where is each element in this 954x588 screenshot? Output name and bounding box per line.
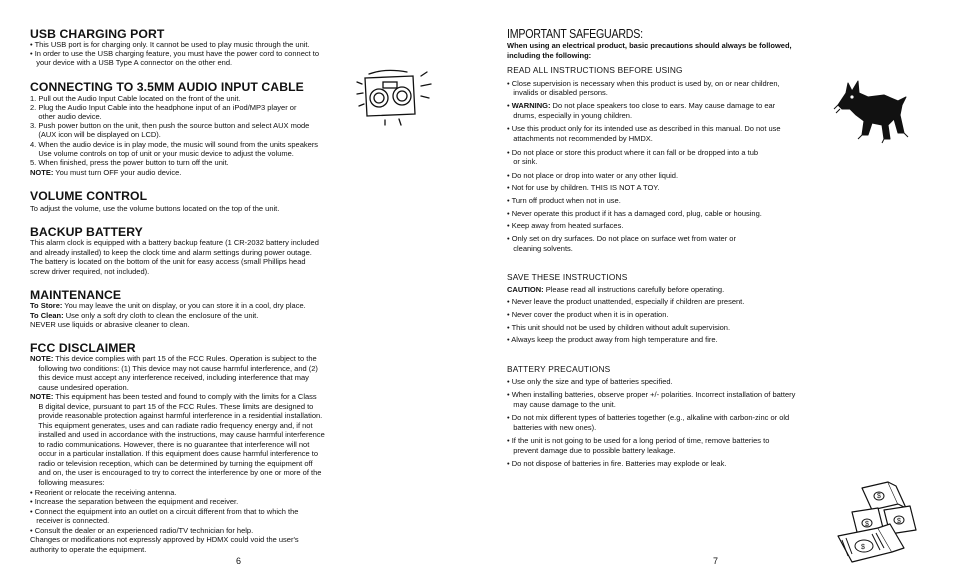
fcc-closing: authority to operate the equipment. (30, 545, 147, 554)
maintenance-heading: MAINTENANCE (30, 288, 122, 302)
usb-line: your device with a USB Type A connector on the other end. (30, 58, 233, 67)
battery-precautions-heading: BATTERY PRECAUTIONS (507, 364, 611, 374)
volume-heading: VOLUME CONTROL (30, 189, 148, 203)
fcc-note2-line: This equipment generates, uses and can radiate radio frequency energy and, if not (30, 421, 313, 430)
fcc-note2-line: following measures: (30, 478, 105, 487)
battery-line: and already installed) to keep the clock time and alarm settings during power outage. (30, 248, 312, 257)
clean-text: Use only a soft dry cloth to clean the enclosure of the unit. (63, 311, 259, 320)
fcc-heading: FCC DISCLAIMER (30, 341, 136, 355)
aux-note (30, 168, 181, 177)
page-number-left: 6 (236, 556, 242, 566)
fcc-note2-line: to radio communications. However, there is no guarantee that interference will not (30, 440, 310, 449)
battery-bullet: • Use only the size and type of batteries specified. (507, 377, 673, 386)
fcc-bullet: receiver is connected. (30, 516, 110, 525)
battery-bullet: batteries with new ones). (507, 423, 597, 432)
warning-line: Do not place speakers too close to ears. May cause damage to ear (550, 101, 776, 110)
safety-bullet: • Do not place or drop into water or any other liquid. (507, 171, 679, 180)
battery-bullet: • If the unit is not going to be used for a long period of time, remove batteries to (507, 436, 770, 445)
battery-bullet: prevent damage due to possible battery leakage. (507, 446, 676, 455)
safeguards-title: IMPORTANT SAFEGUARDS: (507, 26, 643, 41)
safety-bullet: • Never operate this product if it has a damaged cord, plug, cable or housing. (507, 209, 762, 218)
aux-step: 4. When the audio device is in play mode, the music will sound from the units speakers (30, 140, 319, 149)
battery-line: screw driver required, not included). (30, 267, 150, 276)
cash-illustration (832, 478, 922, 568)
aux-heading: CONNECTING TO 3.5MM AUDIO INPUT CABLE (30, 80, 304, 94)
warning-bullet: • WARNING: Do not place speakers too close to ears. May cause damage to ear (507, 101, 776, 110)
safety-bullet: • Not for use by children. THIS IS NOT A TOY. (507, 183, 660, 192)
battery-bullet: • When installing batteries, observe proper +/- polarities. Incorrect installation of battery (507, 390, 796, 399)
battery-heading: BACKUP BATTERY (30, 225, 143, 239)
fcc-note2-label: NOTE: (30, 392, 54, 401)
boombox-illustration (355, 62, 435, 126)
aux-step: 2. Plug the Audio Input Cable into the headphone input of an iPod/MP3 player or (30, 103, 297, 112)
aux-step: 3. Push power button on the unit, then push the source button and select AUX mode (30, 121, 310, 130)
fcc-bullet: • Connect the equipment into an outlet on a circuit different from that to which the (30, 507, 299, 516)
dollar-glyph-icon: $ (897, 518, 901, 525)
volume-text: To adjust the volume, use the volume buttons located on the top of the unit. (30, 204, 280, 213)
usb-line: • This USB port is for charging only. It cannot be used to play music through the unit. (30, 40, 310, 49)
maintenance-never: NEVER use liquids or abrasive cleaner to clean. (30, 320, 190, 329)
aux-step: 5. When finished, press the power button to turn off the unit. (30, 158, 229, 167)
aux-step: (AUX icon will be displayed on LCD). (30, 130, 161, 139)
warning-label: WARNING: (511, 101, 551, 110)
aux-step: Use volume controls on top of unit or your music device to adjust the volume. (30, 149, 294, 158)
intro-line: When using an electrical product, basic precautions should always be followed, (507, 41, 792, 50)
page-number-right: 7 (713, 556, 719, 566)
read-bullet: invalids or disabled persons. (507, 88, 608, 97)
save-bullet: • This unit should not be used by children without adult supervision. (507, 323, 731, 332)
safety-bullet: • Use this product only for its intended use as described in this manual. Do not use (507, 124, 781, 133)
fcc-note1-line: cause undesired operation. (30, 383, 129, 392)
fcc-note2-line: radio or television reception, which can be determined by turning the equipment off (30, 459, 313, 468)
wolf-illustration (832, 75, 912, 145)
fcc-note2-line: and on, the user is encouraged to try to correct the interference by one or more of the (30, 468, 322, 477)
fcc-note2 (30, 392, 317, 401)
read-heading: READ ALL INSTRUCTIONS BEFORE USING (507, 65, 683, 75)
save-bullet: • Never leave the product unattended, especially if children are present. (507, 297, 745, 306)
battery-bullet: • Do not mix different types of batteries together (e.g., alkaline with carbon-zinc or old (507, 413, 790, 422)
aux-note-text: You must turn OFF your audio device. (53, 168, 182, 177)
caution-line (507, 285, 724, 294)
fcc-note1-label: NOTE: (30, 354, 54, 363)
maintenance-clean (30, 311, 258, 320)
safety-bullet: • Turn off product when not in use. (507, 196, 621, 205)
dollar-glyph-icon: $ (861, 544, 865, 551)
aux-step: other audio device. (30, 112, 102, 121)
fcc-note2-line: installed and used in accordance with the instructions, may cause harmful interference (30, 430, 325, 439)
store-label: To Store: (30, 301, 63, 310)
battery-line: This alarm clock is equipped with a battery backup feature (1 CR-2032 battery included (30, 238, 319, 247)
intro-line: including the following: (507, 51, 592, 60)
battery-line: The battery is located on the bottom of the unit for easy access (small Phillips head (30, 257, 306, 266)
save-heading: SAVE THESE INSTRUCTIONS (507, 272, 628, 282)
fcc-bullet: • Reorient or relocate the receiving antenna. (30, 488, 177, 497)
battery-bullet: may cause damage to the unit. (507, 400, 616, 409)
safety-bullet: or sink. (507, 157, 538, 166)
fcc-note1-line: This device complies with part 15 of the FCC Rules. Operation is subject to the (53, 354, 317, 363)
usb-heading: USB CHARGING PORT (30, 27, 165, 41)
fcc-note1 (30, 354, 317, 363)
safety-bullet: attachments not recommended by HMDX. (507, 134, 653, 143)
battery-bullet: • Do not dispose of batteries in fire. Batteries may explode or leak. (507, 459, 727, 468)
fcc-note2-line: This equipment has been tested and found to comply with the limits for a Class (53, 392, 317, 401)
safety-bullet: cleaning solvents. (507, 244, 573, 253)
clean-label: To Clean: (30, 311, 64, 320)
fcc-note1-line: this device must accept any interference received, including interference that may (30, 373, 309, 382)
warning-line: drums, especially in young children. (507, 111, 633, 120)
fcc-closing: Changes or modifications not expressly approved by HDMX could void the user's (30, 535, 299, 544)
fcc-bullet: • Increase the separation between the equipment and receiver. (30, 497, 239, 506)
store-text: You may leave the unit on display, or you can store it in a cool, dry place. (62, 301, 306, 310)
safety-bullet: • Do not place or store this product where it can fall or be dropped into a tub (507, 148, 759, 157)
fcc-note2-line: B digital device, pursuant to part 15 of the FCC Rules. These limits are designed to (30, 402, 314, 411)
read-bullet: • Close supervision is necessary when this product is used by, on or near children, (507, 79, 780, 88)
fcc-bullet: • Consult the dealer or an experienced radio/TV technician for help. (30, 526, 254, 535)
fcc-note1-line: following two conditions: (1) This device may not cause harmful interference, and (2) (30, 364, 318, 373)
caution-label: CAUTION: (507, 285, 544, 294)
usb-line: • In order to use the USB charging feature, you must have the power cord to connect to (30, 49, 320, 58)
safety-bullet: • Only set on dry surfaces. Do not place on surface wet from water or (507, 234, 736, 243)
fcc-note2-line: provide reasonable protection against harmful interference in a residential installation. (30, 411, 323, 420)
caution-text: Please read all instructions carefully before operating. (543, 285, 725, 294)
maintenance-store (30, 301, 306, 310)
save-bullet: • Never cover the product when it is in operation. (507, 310, 669, 319)
safety-bullet: • Keep away from heated surfaces. (507, 221, 624, 230)
aux-step: 1. Pull out the Audio Input Cable located on the front of the unit. (30, 94, 241, 103)
dollar-glyph-icon: $ (877, 493, 881, 500)
aux-note-label: NOTE: (30, 168, 54, 177)
dollar-glyph-icon: $ (865, 521, 869, 528)
save-bullet: • Always keep the product away from high temperature and fire. (507, 335, 718, 344)
fcc-note2-line: occur in a particular installation. If this equipment does cause harmful interference to (30, 449, 319, 458)
